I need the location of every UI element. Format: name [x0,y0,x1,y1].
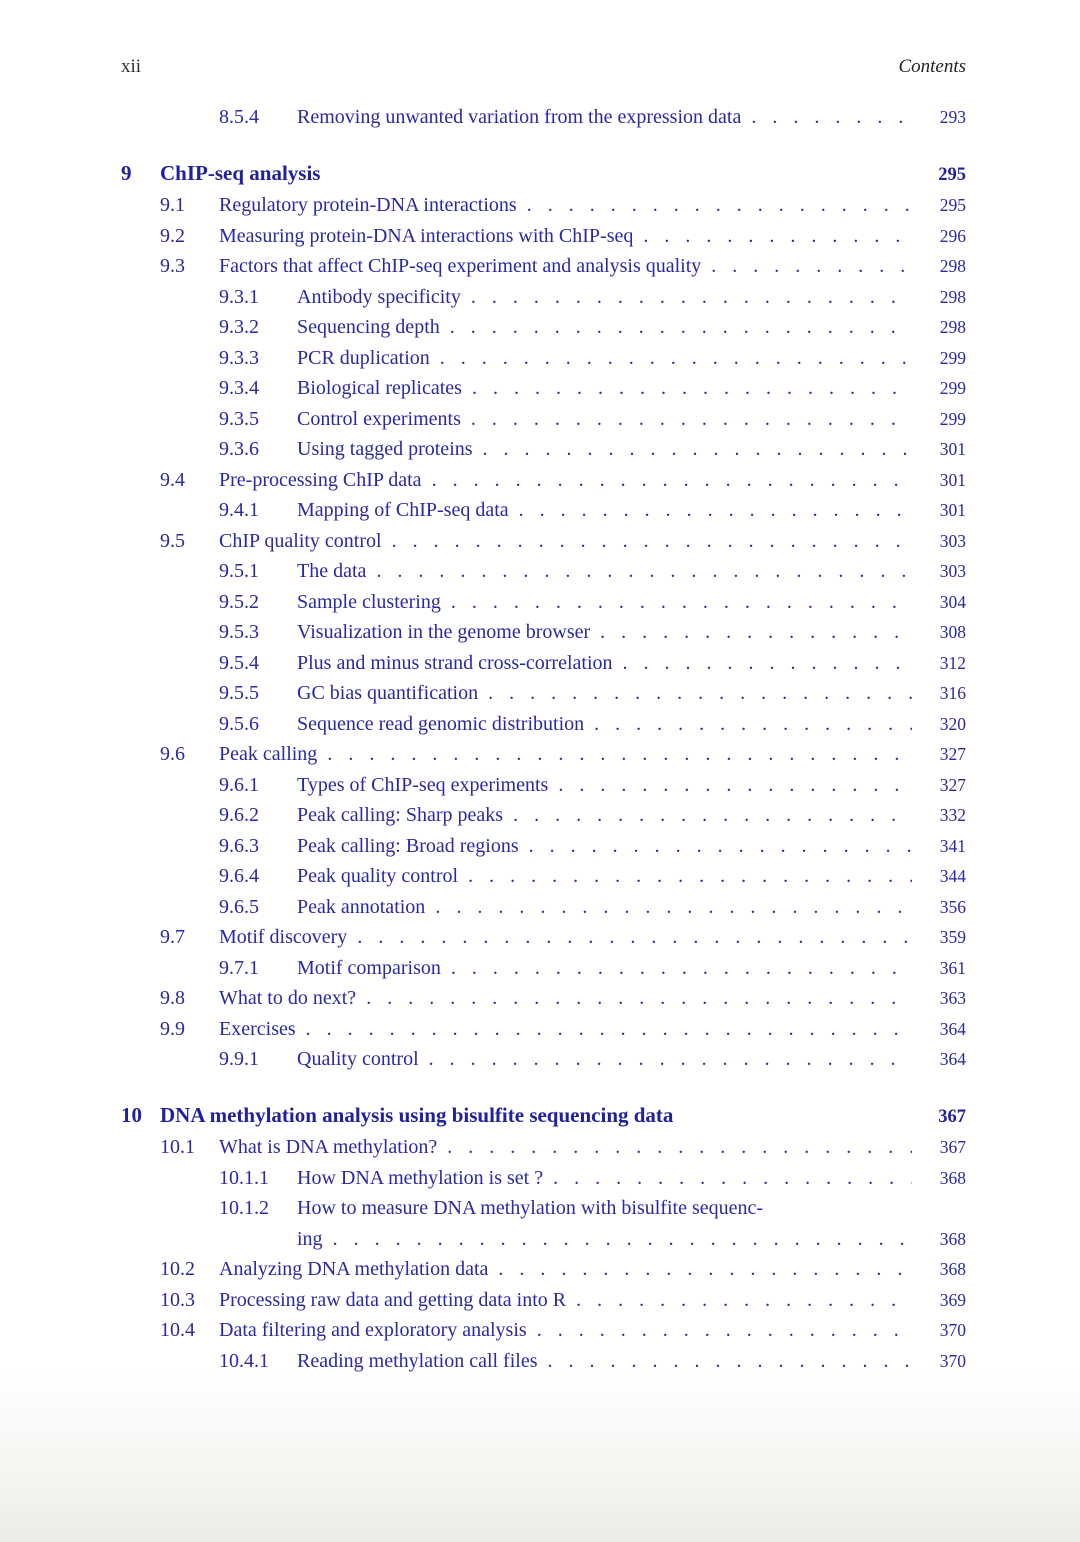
toc-entry-page: 301 [939,500,966,520]
toc-leader-dots [468,861,912,892]
toc-entry-title: Regulatory protein-DNA interactions [219,194,517,216]
toc-entry-title: PCR duplication [297,346,430,369]
toc-entry-number: 10.4.1 [219,1349,269,1372]
page-folio: xii [121,56,142,77]
toc-entry-number: 9.6.4 [219,865,259,887]
toc-leader-dots [451,587,912,618]
toc-entry-number: 9.2 [160,224,185,247]
toc-entry-title: Quality control [297,1048,419,1070]
toc-entry-page: 299 [939,347,966,368]
toc-entry-page: 303 [939,530,966,551]
toc-entry-10.1.1[interactable] [121,1163,966,1194]
toc-leader-dots [376,556,912,587]
toc-entry-number: 9.3.6 [219,438,259,460]
toc-entry-page: 295 [939,195,966,215]
toc-leader-dots [623,648,913,679]
toc-entry-continuation[interactable] [121,1224,966,1255]
toc-entry-9.6.3[interactable] [121,831,966,862]
toc-entry-number: 9.5.1 [219,560,259,582]
toc-leader-dots [447,1132,912,1163]
toc-entry-title: Removing unwanted variation from the expression data [297,106,742,128]
toc-entry-title: DNA methylation analysis using bisulfite sequencing data [160,1102,674,1127]
toc-entry-9.3.4[interactable] [121,373,966,404]
toc-entry-8.5.4[interactable] [121,102,966,133]
toc-leader-dots [553,1163,912,1194]
toc-entry-page: 303 [939,561,966,581]
toc-entry-title: How DNA methylation is set ? [297,1166,544,1189]
toc-entry-10.4[interactable] [121,1315,966,1346]
toc-entry-page: 370 [939,1350,966,1371]
toc-entry-number: 9.1 [160,194,185,216]
toc-entry-9.9.1[interactable] [121,1044,966,1075]
toc-leader-dots [435,892,912,923]
toc-leader-dots [472,373,912,404]
toc-entry-number: 9.6.3 [219,834,259,857]
toc-entry-10.3[interactable] [121,1285,966,1316]
toc-entry-9.1[interactable] [121,190,966,221]
toc-entry-page: 308 [939,622,966,642]
toc-entry-page: 299 [939,378,966,398]
toc-entry-9.3.5[interactable] [121,404,966,435]
toc-entry-page: 364 [939,1049,966,1069]
toc-entry-page: 370 [939,1320,966,1340]
toc-entry-9.3.1[interactable] [121,282,966,313]
toc-leader-dots [483,434,912,465]
toc-entry-number: 9.3 [160,255,185,277]
toc-leader-dots [498,1254,912,1285]
toc-leader-dots [643,221,912,252]
toc-entry-page: 298 [939,256,966,276]
toc-leader-dots [471,282,912,313]
toc-entry-number: 9.4.1 [219,499,259,521]
toc-entry-number: 9.5.6 [219,712,259,735]
toc-entry-title: Antibody specificity [297,285,461,308]
toc-leader-dots [429,1044,912,1075]
toc-entry-title: Exercises [219,1017,296,1040]
toc-entry-page: 368 [939,1259,966,1279]
toc-entry-number: 10 [121,1102,142,1127]
toc-entry-page: 359 [939,927,966,947]
toc-entry-page: 298 [939,317,966,337]
toc-entry-number: 9.3.3 [219,346,259,369]
toc-entry-title: ChIP quality control [219,529,382,552]
toc-entry-page: 369 [939,1289,966,1310]
toc-entry-page: 295 [938,164,966,185]
toc-entry-number: 8.5.4 [219,106,259,128]
toc-entry-page: 363 [939,988,966,1008]
toc-entry-9.4.1[interactable] [121,495,966,526]
toc-entry-number: 9 [121,160,132,185]
toc-entry-9.6[interactable] [121,739,966,770]
toc-entry-9.3.6[interactable] [121,434,966,465]
toc-entry-title: Pre-processing ChIP data [219,468,422,491]
toc-entry-page: 312 [939,652,966,673]
toc-leader-dots [333,1224,912,1255]
toc-leader-dots [450,312,912,343]
toc-entry-title: Control experiments [297,407,461,430]
toc-entry-title: Visualization in the genome browser [297,621,591,643]
toc-entry-number: 9.4 [160,468,185,491]
toc-entry-number: 9.6.5 [219,895,259,918]
toc-entry-title: Sample clustering [297,590,441,613]
toc-entry-9.6.5[interactable] [121,892,966,923]
toc-leader-dots [432,465,912,496]
toc-entry-9[interactable] [121,158,966,191]
toc-entry-title: Reading methylation call files [297,1349,538,1372]
toc-entry-number: 9.3.2 [219,316,259,338]
toc-entry-9.6.2[interactable] [121,800,966,831]
toc-entry-page: 361 [939,957,966,978]
toc-entry-title: Processing raw data and getting data into R [219,1288,567,1311]
toc-entry-number: 9.7 [160,926,185,948]
toc-entry-9.3.2[interactable] [121,312,966,343]
toc-leader-dots [471,404,912,435]
toc-entry-9.8[interactable] [121,983,966,1014]
toc-leader-dots [527,190,912,221]
toc-entry-number: 9.5.2 [219,590,259,613]
toc-entry-title: Using tagged proteins [297,438,473,460]
toc-entry-10.2[interactable] [121,1254,966,1285]
toc-entry-title: Factors that affect ChIP-seq experiment and analysis quality [219,255,702,277]
toc-entry-number: 9.5.4 [219,651,259,674]
toc-entry-number: 9.9.1 [219,1048,259,1070]
toc-entry-page: 327 [939,774,966,795]
toc-entry-title: The data [297,560,367,582]
toc-entry-number: 9.5.5 [219,682,259,704]
toc-entry-number: 9.3.4 [219,377,259,399]
toc-leader-dots [711,251,912,282]
toc-leader-dots [366,983,912,1014]
toc-entry-number: 9.5.3 [219,621,259,643]
toc-entry-number: 9.8 [160,987,185,1009]
toc-entry-title: Biological replicates [297,377,462,399]
toc-entry-title: Peak calling: Sharp peaks [297,804,504,826]
toc-entry-9.5[interactable] [121,526,966,557]
toc-entry-page: 299 [939,408,966,429]
toc-entry-page: 296 [939,225,966,246]
toc-leader-dots [751,102,912,133]
toc-entry-number: 9.6.1 [219,773,259,796]
toc-entry-9.9[interactable] [121,1014,966,1045]
toc-leader-dots [306,1014,912,1045]
toc-entry-9.5.2[interactable] [121,587,966,618]
toc-entry-page: 301 [939,439,966,459]
toc-entry-page: 327 [939,744,966,764]
toc-entry-title: Motif comparison [297,956,441,979]
toc-leader-dots [519,495,912,526]
toc-entry-title: GC bias quantification [297,682,479,704]
toc-entry-page: 368 [939,1167,966,1188]
toc-entry-title: How to measure DNA methylation with bisulfite sequenc- [297,1197,764,1219]
toc-leader-dots [576,1285,912,1316]
toc-entry-page: 301 [939,469,966,490]
toc-entry-title: Measuring protein-DNA interactions with ChIP-seq [219,224,634,247]
toc-leader-dots [488,678,912,709]
toc-entry-number: 10.1.1 [219,1166,269,1189]
toc-entry-10.1[interactable] [121,1132,966,1163]
toc-entry-page: 367 [938,1106,966,1127]
toc-entry-title: Peak calling [219,743,318,765]
toc-entry-9.4[interactable] [121,465,966,496]
toc-leader-dots [327,739,912,770]
toc-entry-number: 9.3.5 [219,407,259,430]
toc-leader-dots [594,709,912,740]
toc-entry-9.5.6[interactable] [121,709,966,740]
toc-entry-page: 316 [939,683,966,703]
toc-entry-9.2[interactable] [121,221,966,252]
toc-entry-number: 10.1 [160,1136,195,1158]
toc-entry-title: What to do next? [219,987,357,1009]
running-header-title: Contents [898,56,966,77]
toc-entry-page: 332 [939,805,966,825]
toc-entry-number: 9.7.1 [219,956,259,979]
toc-leader-dots [392,526,912,557]
toc-list [121,102,966,1376]
toc-entry-number: 9.5 [160,529,185,552]
toc-entry-number: 10.2 [160,1258,195,1280]
toc-entry-title: Types of ChIP-seq experiments [297,773,549,796]
toc-leader-dots [451,953,912,984]
toc-entry-9.3[interactable] [121,251,966,282]
toc-entry-number: 10.1.2 [219,1197,269,1219]
toc-entry-title: Peak quality control [297,865,459,887]
toc-entry-title: Mapping of ChIP-seq data [297,499,509,521]
toc-leader-dots [513,800,912,831]
toc-entry-page: 367 [939,1137,966,1157]
toc-entry-9.3.3[interactable] [121,343,966,374]
toc-entry-number: 10.4 [160,1319,195,1341]
toc-entry-number: 9.6 [160,743,185,765]
toc-entry-title: What is DNA methylation? [219,1136,438,1158]
toc-entry-9.5.3[interactable] [121,617,966,648]
toc-leader-dots [537,1315,912,1346]
toc-entry-9.5.4[interactable] [121,648,966,679]
toc-entry-page: 368 [939,1228,966,1249]
toc-entry-page: 344 [939,866,966,886]
toc-entry-title: Plus and minus strand cross-correlation [297,651,613,674]
toc-leader-dots [548,1346,913,1377]
toc-entry-title: Sequence read genomic distribution [297,712,585,735]
toc-entry-9.5.5[interactable] [121,678,966,709]
page-header [121,56,966,78]
toc-entry-9.6.4[interactable] [121,861,966,892]
toc-entry-page: 293 [939,107,966,127]
toc-entry-page: 364 [939,1018,966,1039]
toc-entry-number: 9.6.2 [219,804,259,826]
toc-entry-title: Sequencing depth [297,316,440,338]
toc-entry-title: Motif discovery [219,926,348,948]
toc-entry-number: 9.3.1 [219,285,259,308]
toc-entry-page: 304 [939,591,966,612]
toc-entry-number: 9.9 [160,1017,185,1040]
toc-entry-page: 341 [939,835,966,856]
toc-leader-dots [529,831,912,862]
toc-entry-title: Data filtering and exploratory analysis [219,1319,527,1341]
toc-entry-10.1.2[interactable] [121,1193,966,1224]
toc-entry-9.6.1[interactable] [121,770,966,801]
toc-entry-page: 356 [939,896,966,917]
toc-entry-page: 320 [939,713,966,734]
toc-entry-10.4.1[interactable] [121,1346,966,1377]
toc-entry-page: 298 [939,286,966,307]
toc-entry-9.7[interactable] [121,922,966,953]
toc-entry-title: ChIP-seq analysis [160,160,321,185]
toc-leader-dots [440,343,912,374]
toc-entry-title: Analyzing DNA methylation data [219,1258,489,1280]
toc-entry-title: Peak calling: Broad regions [297,834,519,857]
toc-entry-9.7.1[interactable] [121,953,966,984]
toc-entry-9.5.1[interactable] [121,556,966,587]
toc-entry-10[interactable] [121,1100,966,1133]
toc-leader-dots [357,922,912,953]
toc-entry-number: 10.3 [160,1288,195,1311]
toc-entry-title: ing [297,1227,323,1250]
toc-leader-dots [558,770,912,801]
toc-entry-title: Peak annotation [297,895,426,918]
toc-leader-dots [600,617,912,648]
